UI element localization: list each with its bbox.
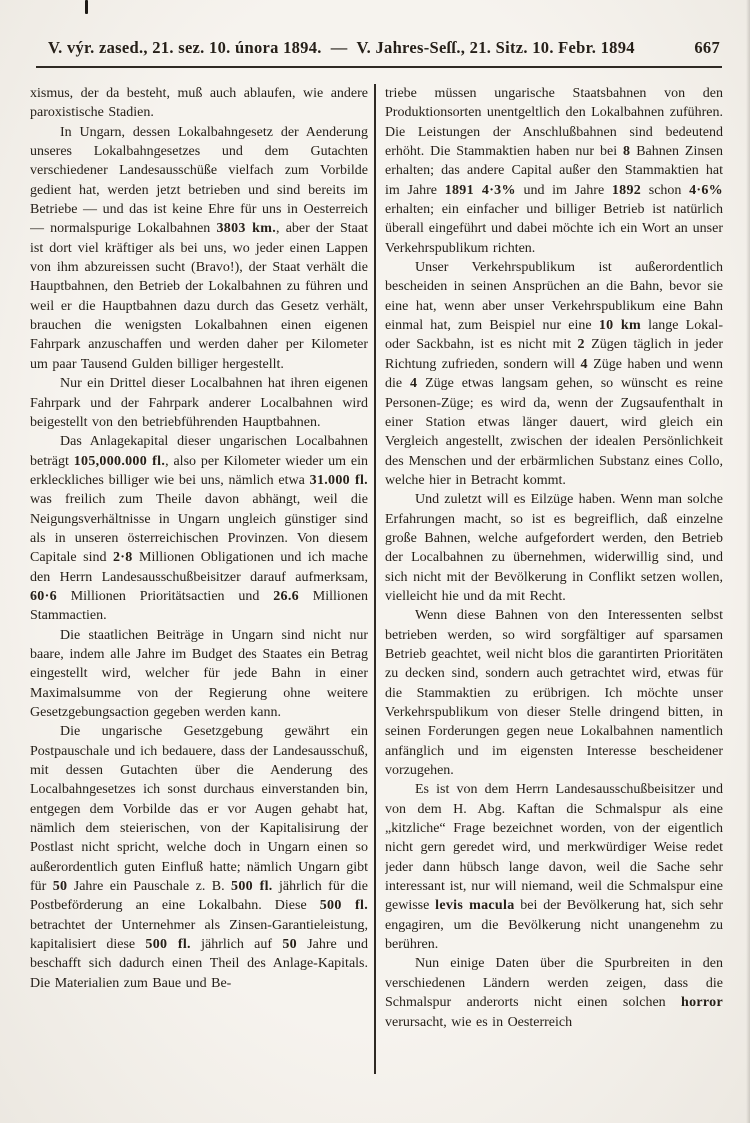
paragraph: Nun einige Daten über die Spurbreiten in den verschiedenen Ländern werden zeigen, dass die Schmalspur anderorts nicht einen solchen horror verursacht, wie es in Oesterreich (385, 956, 723, 1030)
page-number: 667 (694, 38, 720, 57)
paragraph: triebe müssen ungarische Staatsbahnen von den Produktionsorten unentgeltlich den Lokalbahnen zuführen. Die Leistungen der Anschlußbahnen sind bedeutend erhöht. Die Stammaktien haben nur bei 8 Bahnen Zinsen erhalten; das andere Capital außer den Stammaktien hat im Jahre 1891 4·3% und im Jahre 1892 schon 4·6% erhalten; ein einfacher und billiger Betrieb ist natürlich überall eingeführt und dabei möchte ich ein Wort an unser Verkehrspublikum richten. (385, 86, 723, 256)
paragraph: xismus, der da besteht, muß auch ablaufen, wie andere paroxistische Stadien. (30, 86, 368, 121)
paragraph: In Ungarn, dessen Lokalbahngesetz der Aenderung unseres Lokalbahngesetzes und dem Gutachten verschiedener Landesausschüße vielfach zum Vorbilde gedient hat, werden jetzt betrieben und sind bereits im Betriebe — und das ist keine Ehre für uns in Oesterreich — normalspurige Lokalbahnen 3803 km., aber der Staat ist dort viel kräftiger als bei uns, wo jeder einen Lappen von ihm abzureissen sucht (Bravo!), der Staat verhält die Hauptbahnen, den Betrieb der Lokalbahnen zu führen und weil er die Hauptbahnen dazu durch das Gesetz verhält, brauchen die wenigsten Lokalbahnen einen eigenen Fahrpark anzuschaffen und werden daher per Kilometer um paar Tausend Gulden billiger hergestellt. (30, 124, 368, 372)
paragraph: Die ungarische Gesetzgebung gewährt ein Postpauschale und ich bedauere, dass der Landesausschuß, mit dessen Gutachten über die Aenderung des Localbahngesetzes ich sonst durchaus einverstanden bin, entgegen dem Vorbilde das er vor Augen gehabt hat, nämlich dem steierischen, von der Kapitalisirung der Postlast nicht spricht, welche doch in Ungarn einen so außerordentlich guten Einfluß hatte; nämlich Ungarn gibt für 50 Jahre ein Pauschale z. B. 500 fl. jährlich für die Postbeförderung an eine Lokalbahn. Diese 500 fl. betrachtet der Unternehmer als Zinsen-Garantieleistung, kapitalisiert diese 500 fl. jährlich auf 50 Jahre und beschafft sich dadurch einen Theil des Anlage-Kapitals. Die Materialien zum Baue und Be- (30, 724, 368, 991)
header-rule (36, 66, 722, 68)
page-header (48, 38, 720, 58)
paragraph: Wenn diese Bahnen von den Interessenten selbst betrieben werden, so wird sorgfältiger auf sparsamen Betrieb geachtet, weil nicht blos die garantirten Prioritäten zu decken sind, sondern auch getrachtet wird, etwas für die Stammaktien zu erübrigen. Ich möchte unser Verkehrspublikum von dieser Stelle dringend bitten, in seinen Forderungen gegen neue Lokalbahnen namentlich anfänglich und im eigensten Interesse bescheidener vorzugehen. (385, 608, 723, 779)
header-title (48, 38, 635, 58)
header-czech-session: V. výr. zased., 21. sez. 10. února 1894. (48, 38, 322, 57)
paragraph: Und zuletzt will es Eilzüge haben. Wenn man solche Erfahrungen macht, so ist es begreiflich, daß einzelne große Bahnen, welche aufgefordert werden, den Betrieb der Localbahnen zu übernehmen, widerwillig sind, und sich nicht mit der Bevölkerung in Conflikt setzen wollen, vielleicht hie und da mit Recht. (385, 492, 723, 604)
page-edge-shade (746, 0, 750, 1123)
header-separator: — (330, 38, 348, 57)
column-divider (374, 84, 376, 1074)
paragraph: Nur ein Drittel dieser Localbahnen hat ihren eigenen Fahrpark und der Fahrpark anderer Localbahnen wird beigestellt von den betriebführenden Hauptbahnen. (30, 376, 368, 430)
right-column (385, 84, 723, 1074)
paragraph: Unser Verkehrspublikum ist außerordentlich bescheiden in seinen Ansprüchen an die Bahn, bevor sie eine hat, wenn aber unser Verkehrspublikum eine Bahn einmal hat, zum Beispiel nur eine 10 km lange Lokal- oder Sackbahn, ist es nicht mit 2 Zügen täglich in jeder Richtung zufrieden, sondern will 4 Züge haben und wenn die 4 Züge etwas langsam gehen, so wünscht es reine Personen-Züge; es wird da, wenn der Zugsaufenthalt in einer Station etwas länger dauert, wird gleich ein Vergleich angestellt, zwischen der idealen Persönlichkeit des Menschen und der erbärmlichen Substanz eines Collo, welche hier in Betracht kommt. (385, 260, 723, 488)
header-german-session: V. Jahres-Seſſ., 21. Sitz. 10. Febr. 1894 (356, 38, 635, 57)
left-column (30, 84, 368, 1074)
text-columns (30, 84, 723, 1074)
paragraph: Das Anlagekapital dieser ungarischen Localbahnen beträgt 105,000.000 fl., also per Kilometer wieder um ein erkleckliches billiger wie bei uns, nämlich etwa 31.000 fl. was freilich zum Theile davon abhängt, weil die Neigungsverhältnisse in Ungarn ungleich günstiger sind als in unseren österreichischen Provinzen. Von diesem Capitale sind 2·8 Millionen Obligationen und ich mache den Herrn Landesausschußbeisitzer darauf aufmerksam, 60·6 Millionen Prioritätsactien und 26.6 Millionen Stammactien. (30, 434, 368, 624)
scan-artifact (85, 0, 88, 14)
paragraph: Die staatlichen Beiträge in Ungarn sind nicht nur baare, indem alle Jahre im Budget des Staates ein Betrag eingestellt wird, welcher für jede Bahn in einer Maximalsumme von der Regierung ohne weitere Gesetzgebungsaction gegeben werden kann. (30, 627, 368, 720)
paragraph: Es ist von dem Herrn Landesausschußbeisitzer und von dem H. Abg. Kaftan die Schmalspur als eine „kitzliche“ Frage bezeichnet worden, von der eigentlich nicht gern geredet wird, und merkwürdiger Weise redet jeder dann hübsch lange davon, weil die Sache sehr interessant ist, nur will niemand, weil die Schmalspur eine gewisse levis macula bei der Bevölkerung hat, sich sehr engagiren, um die Bevölkerung nicht unangenehm zu berühren. (385, 782, 723, 953)
